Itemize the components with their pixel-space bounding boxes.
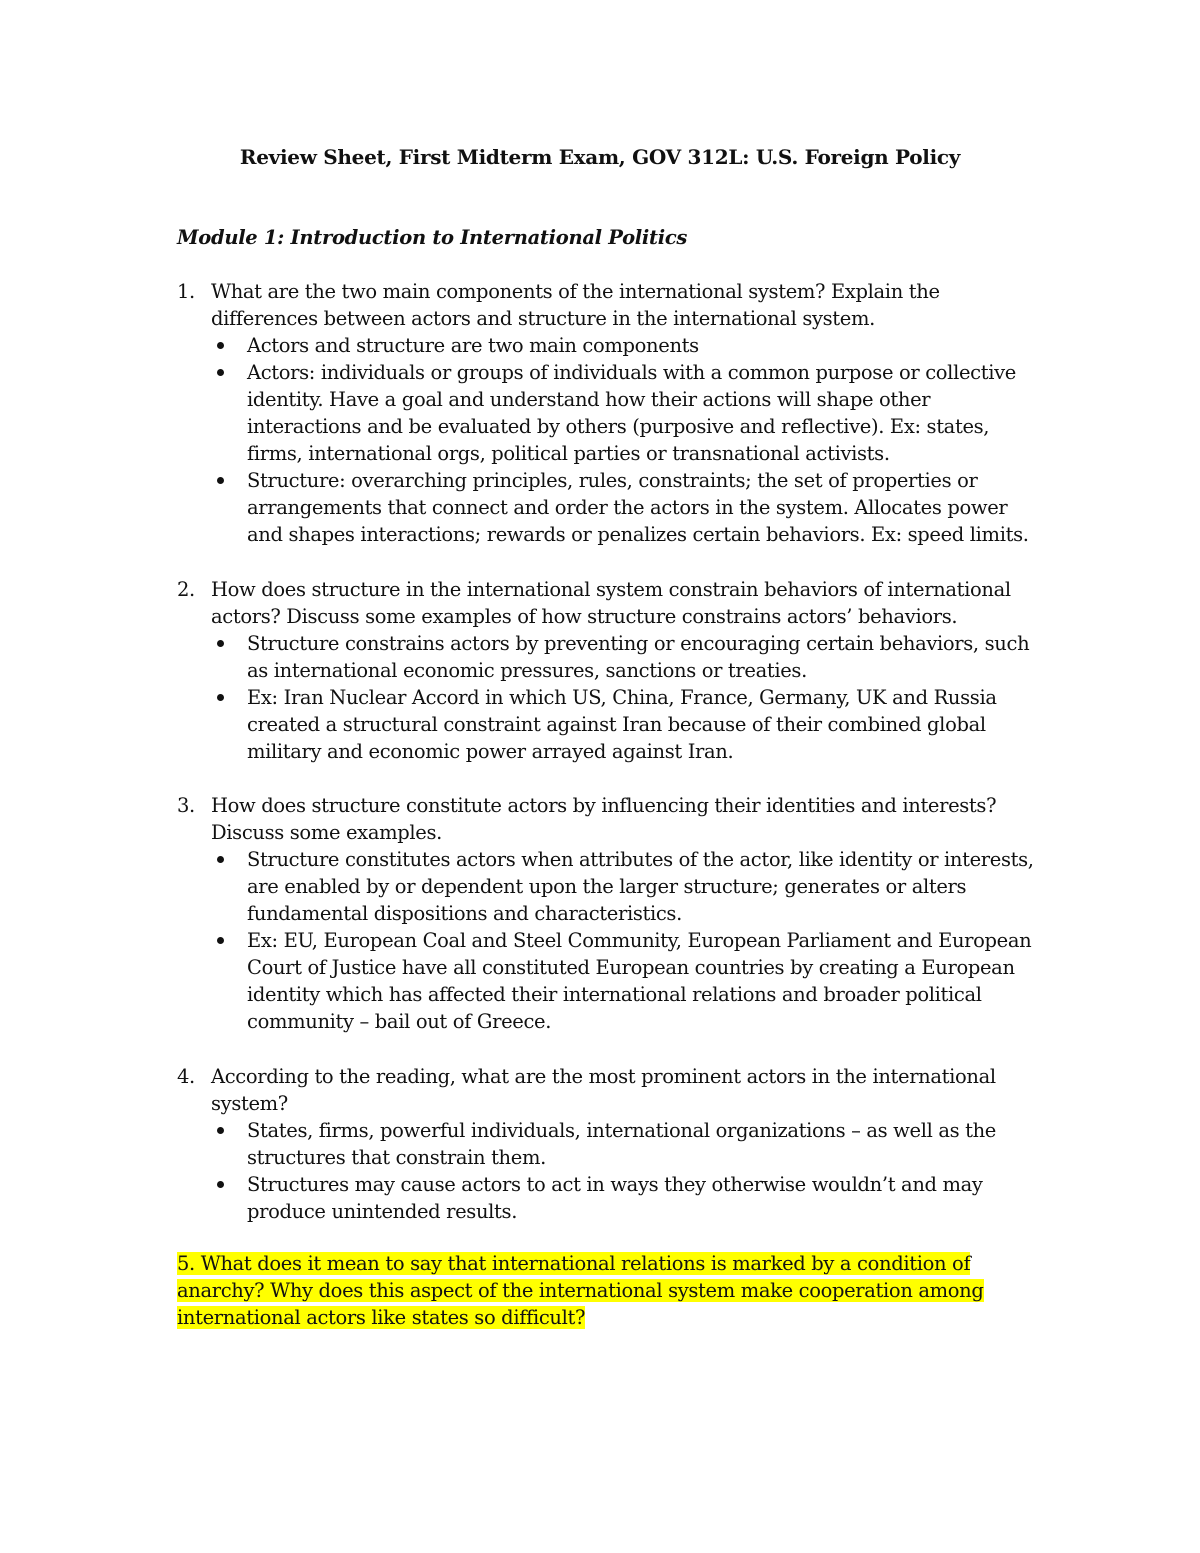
list-item — [177, 1171, 1037, 1225]
list-item — [177, 684, 1037, 765]
module-heading: Module 1: Introduction to International Politics — [177, 226, 688, 249]
bullet-icon — [177, 846, 247, 927]
answer-list — [177, 846, 1037, 1035]
bullet-icon — [177, 467, 247, 548]
bullet-icon — [177, 1117, 247, 1171]
question-3 — [177, 792, 1037, 1035]
list-item — [177, 846, 1037, 927]
answer-list — [177, 1117, 1037, 1225]
bullet-icon — [177, 630, 247, 684]
answer-list — [177, 630, 1037, 765]
answer-list — [177, 332, 1037, 548]
question-text: How does structure constitute actors by influencing their identities and interests? Discuss some examples. — [211, 794, 997, 844]
question-number: 1. — [177, 280, 195, 303]
question-1 — [177, 278, 1037, 548]
answer-text: Ex: EU, European Coal and Steel Community, European Parliament and European Court of Justice have all constituted European countries by creating a European identity which has affected their international relations and broader political community – bail out of Greece. — [247, 929, 1032, 1033]
question-4 — [177, 1063, 1037, 1225]
bullet-icon — [177, 1171, 247, 1225]
list-item — [177, 359, 1037, 467]
bullet-icon — [177, 359, 247, 467]
bullet-icon — [177, 927, 247, 1035]
answer-text: Structure constitutes actors when attributes of the actor, like identity or interests, are enabled by or dependent upon the larger structure; generates or alters fundamental dispositions and characteristics. — [247, 848, 1034, 925]
highlighted-question-text: 5. What does it mean to say that international relations is marked by a condition of anarchy? Why does this aspect of the international system make cooperation among international actors like states so difficult? — [177, 1252, 984, 1329]
question-text: What are the two main components of the international system? Explain the differences between actors and structure in the international system. — [211, 280, 940, 330]
question-number: 3. — [177, 794, 195, 817]
bullet-icon — [177, 332, 247, 359]
question-number: 4. — [177, 1065, 195, 1088]
list-item — [177, 1117, 1037, 1171]
page-title: Review Sheet, First Midterm Exam, GOV 312L: U.S. Foreign Policy — [239, 145, 961, 169]
list-item — [177, 927, 1037, 1035]
list-item — [177, 630, 1037, 684]
answer-text: Ex: Iran Nuclear Accord in which US, China, France, Germany, UK and Russia created a structural constraint against Iran because of their combined global military and economic power arrayed against Iran. — [247, 686, 997, 763]
answer-text: Structure: overarching principles, rules, constraints; the set of properties or arrangements that connect and order the actors in the system. Allocates power and shapes interactions; rewards or penalizes certain behaviors. Ex: speed limits. — [247, 469, 1029, 546]
answer-text: Actors and structure are two main components — [247, 334, 699, 357]
question-text: According to the reading, what are the most prominent actors in the international system? — [211, 1065, 996, 1115]
question-number: 2. — [177, 578, 195, 601]
highlighted-question — [177, 1250, 1007, 1331]
answer-text: Structure constrains actors by preventing or encouraging certain behaviors, such as international economic pressures, sanctions or treaties. — [247, 632, 1030, 682]
question-text: How does structure in the international system constrain behaviors of international actors? Discuss some examples of how structure constrains actors’ behaviors. — [211, 578, 1011, 628]
list-item — [177, 467, 1037, 548]
answer-text: Actors: individuals or groups of individuals with a common purpose or collective identity. Have a goal and understand how their actions will shape other interactions and be evaluated by others (purposive and reflective). Ex: states, firms, international orgs, political parties or transnational activists. — [247, 361, 1016, 465]
answer-text: States, firms, powerful individuals, international organizations – as well as the structures that constrain them. — [247, 1119, 996, 1169]
answer-text: Structures may cause actors to act in ways they otherwise wouldn’t and may produce unintended results. — [247, 1173, 983, 1223]
list-item — [177, 332, 1037, 359]
question-2 — [177, 576, 1037, 765]
bullet-icon — [177, 684, 247, 765]
